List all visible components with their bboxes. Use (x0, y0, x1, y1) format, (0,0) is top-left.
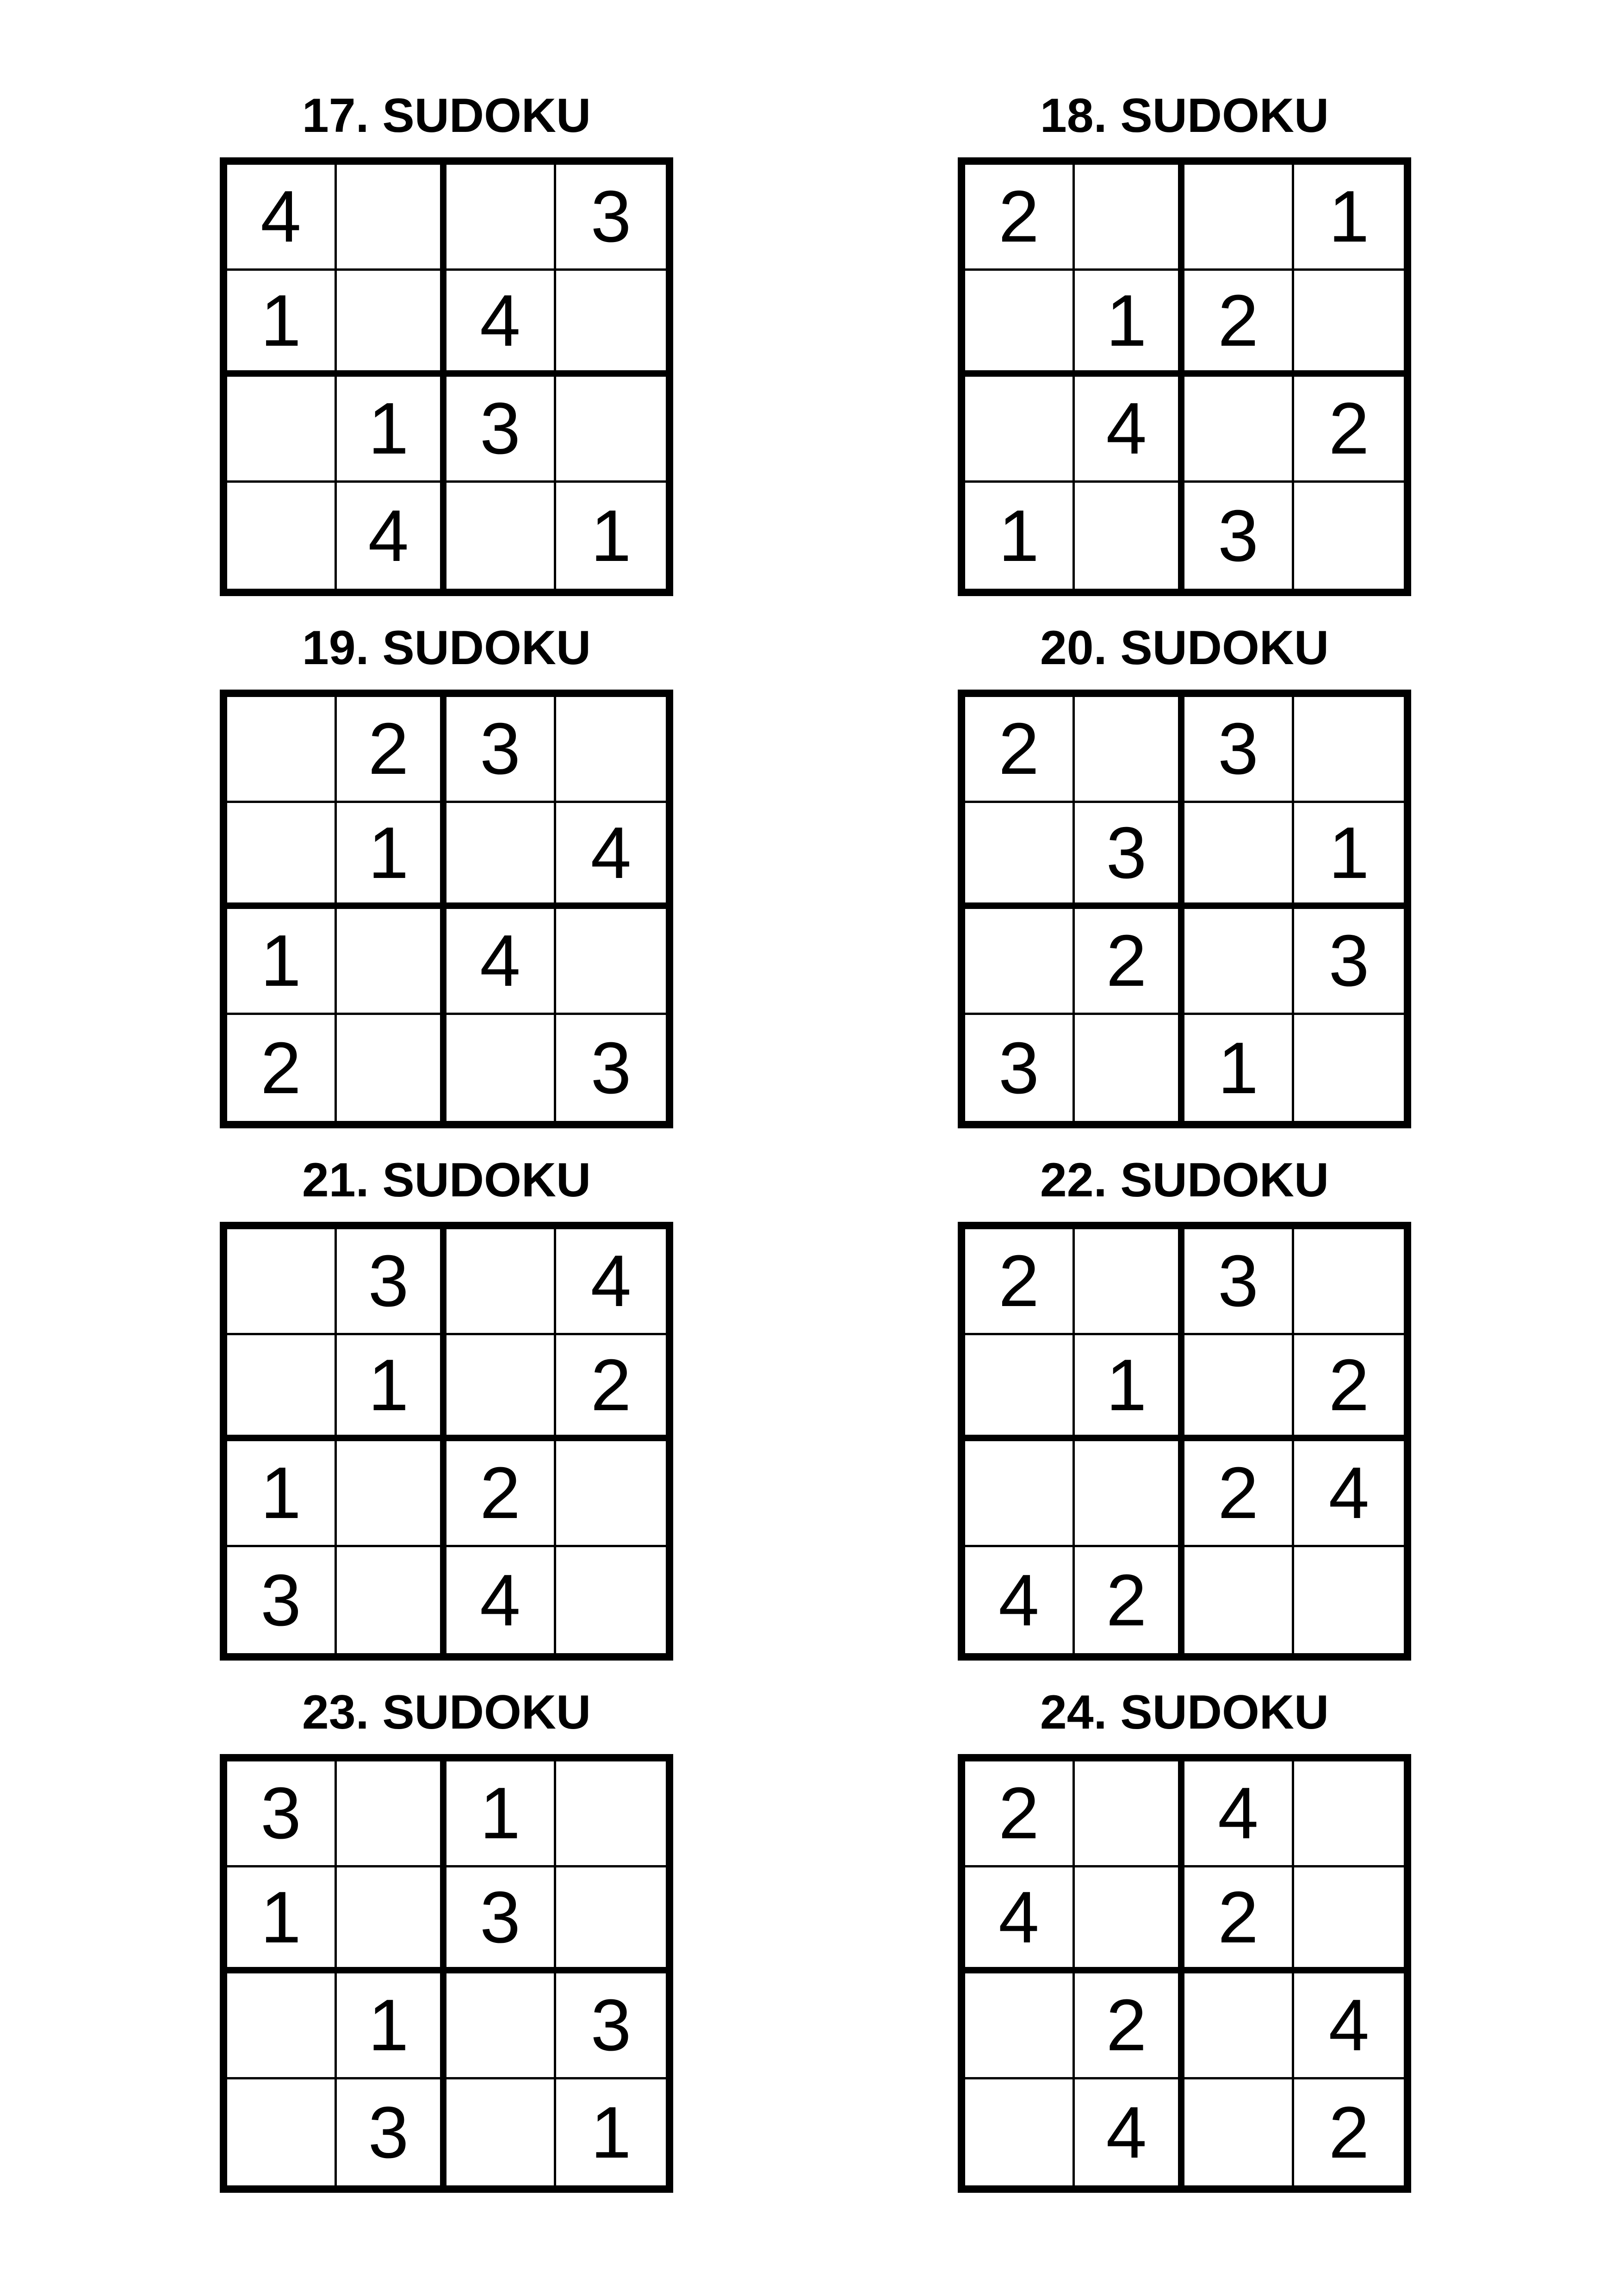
sudoku-cell (1294, 1015, 1404, 1121)
sudoku-grid (958, 1754, 1411, 2193)
sudoku-cell (965, 271, 1075, 377)
sudoku-cell: 4 (1075, 2079, 1184, 2185)
sudoku-cell: 2 (965, 697, 1075, 803)
sudoku-cell: 2 (1184, 1867, 1294, 1973)
sudoku-cell (556, 377, 666, 483)
sudoku-cell: 2 (1184, 1441, 1294, 1547)
sudoku-cell: 3 (1184, 483, 1294, 589)
sudoku-cell (446, 803, 556, 909)
sudoku-cell (446, 483, 556, 589)
sudoku-cell (227, 803, 337, 909)
sudoku-cell (1075, 1015, 1184, 1121)
sudoku-cell: 3 (446, 697, 556, 803)
puzzle-title: 19. SUDOKU (302, 621, 591, 675)
sudoku-cell: 1 (1075, 271, 1184, 377)
sudoku-cell (1184, 165, 1294, 271)
sudoku-cell (1294, 697, 1404, 803)
sudoku-cell: 2 (965, 1761, 1075, 1867)
sudoku-cell: 2 (446, 1441, 556, 1547)
sudoku-cell (337, 1441, 446, 1547)
sudoku-cell: 3 (446, 1867, 556, 1973)
sudoku-cell (556, 1441, 666, 1547)
sudoku-cell: 3 (1184, 697, 1294, 803)
sudoku-cell (556, 1761, 666, 1867)
sudoku-cell: 2 (1294, 377, 1404, 483)
sudoku-cell: 4 (556, 803, 666, 909)
sudoku-cell: 3 (556, 1973, 666, 2079)
sudoku-cell: 1 (1184, 1015, 1294, 1121)
sudoku-cell: 2 (337, 697, 446, 803)
sudoku-cell (1184, 803, 1294, 909)
sudoku-cell: 2 (965, 1229, 1075, 1335)
sudoku-cell: 2 (1184, 271, 1294, 377)
sudoku-cell: 2 (1328, 2091, 1370, 2173)
puzzle-title: 18. SUDOKU (1040, 89, 1329, 143)
sudoku-cell: 3 (556, 165, 666, 271)
puzzle-title: 22. SUDOKU (1040, 1153, 1329, 1207)
sudoku-cell (965, 1335, 1075, 1441)
sudoku-cell (1075, 483, 1184, 589)
sudoku-cell: 1 (227, 271, 337, 377)
sudoku-cell (446, 165, 556, 271)
sudoku-cell: 1 (337, 377, 446, 483)
sudoku-cell: 3 (227, 1761, 337, 1867)
sudoku-grid (220, 1754, 673, 2193)
sudoku-cell: 2 (965, 165, 1075, 271)
sudoku-cell (227, 1335, 337, 1441)
sudoku-cell (556, 271, 666, 377)
sudoku-cell: 1 (1075, 1335, 1184, 1441)
sudoku-cell (337, 271, 446, 377)
sudoku-cell (227, 1229, 337, 1335)
sudoku-cell (965, 1441, 1075, 1547)
sudoku-cell (1184, 1973, 1294, 2079)
sudoku-cell (1294, 1867, 1404, 1973)
sudoku-cell (1294, 271, 1404, 377)
sudoku-cell: 3 (1294, 909, 1404, 1015)
puzzle-title: 23. SUDOKU (302, 1686, 591, 1739)
sudoku-cell (1184, 377, 1294, 483)
sudoku-cell (1184, 909, 1294, 1015)
sudoku-grid (958, 690, 1411, 1128)
sudoku-cell (337, 1761, 446, 1867)
sudoku-cell: 2 (1075, 1547, 1184, 1653)
sudoku-cell (1075, 697, 1184, 803)
sudoku-cell: 1 (337, 1335, 446, 1441)
sudoku-cell: 4 (556, 1229, 666, 1335)
sudoku-cell (337, 1867, 446, 1973)
sudoku-cell: 3 (446, 377, 556, 483)
sudoku-cell: 1 (446, 1761, 556, 1867)
sudoku-cell (446, 1229, 556, 1335)
sudoku-cell: 3 (337, 2079, 446, 2185)
sudoku-cell (965, 1973, 1075, 2079)
sudoku-cell: 2 (1294, 1335, 1404, 1441)
puzzle-title: 20. SUDOKU (1040, 621, 1329, 675)
sudoku-cell (337, 165, 446, 271)
sudoku-cell (1075, 1761, 1184, 1867)
sudoku-grid (958, 1222, 1411, 1661)
sudoku-cell: 1 (1294, 803, 1404, 909)
sudoku-cell (1294, 1761, 1404, 1867)
sudoku-cell: 4 (446, 1547, 556, 1653)
sudoku-cell: 1 (1294, 165, 1404, 271)
sudoku-cell: 4 (965, 1867, 1075, 1973)
sudoku-cell (556, 909, 666, 1015)
sudoku-cell: 4 (965, 1547, 1075, 1653)
sudoku-cell: 1 (590, 495, 632, 577)
sudoku-cell (227, 697, 337, 803)
sudoku-cell: 4 (1075, 377, 1184, 483)
sudoku-cell (1294, 483, 1404, 589)
sudoku-cell (965, 909, 1075, 1015)
puzzle-title: 24. SUDOKU (1040, 1686, 1329, 1739)
sudoku-cell (227, 483, 337, 589)
sudoku-cell (1075, 1229, 1184, 1335)
sudoku-cell: 1 (227, 1867, 337, 1973)
sudoku-cell: 4 (1184, 1761, 1294, 1867)
sudoku-cell: 2 (1075, 1973, 1184, 2079)
sudoku-grid (958, 157, 1411, 596)
sudoku-cell: 1 (227, 1441, 337, 1547)
sudoku-cell (965, 377, 1075, 483)
sudoku-cell: 4 (227, 165, 337, 271)
sudoku-cell: 4 (446, 271, 556, 377)
sudoku-cell: 1 (965, 483, 1075, 589)
sudoku-cell: 3 (337, 1229, 446, 1335)
sudoku-cell: 3 (590, 1027, 632, 1109)
sudoku-cell (446, 1973, 556, 2079)
sudoku-cell (227, 2079, 337, 2185)
sudoku-cell (1075, 165, 1184, 271)
sudoku-cell: 2 (1075, 909, 1184, 1015)
sudoku-cell: 3 (1075, 803, 1184, 909)
sudoku-cell: 1 (227, 909, 337, 1015)
sudoku-cell: 1 (337, 803, 446, 909)
sudoku-cell (227, 377, 337, 483)
sudoku-cell (1075, 1441, 1184, 1547)
sudoku-cell (556, 1547, 666, 1653)
sudoku-cell (446, 2079, 556, 2185)
puzzle-title: 17. SUDOKU (302, 89, 591, 143)
sudoku-cell: 2 (227, 1015, 337, 1121)
sudoku-cell: 3 (965, 1015, 1075, 1121)
sudoku-cell (556, 697, 666, 803)
sudoku-cell: 2 (556, 1335, 666, 1441)
sudoku-grid (220, 690, 673, 1128)
sudoku-cell (227, 1973, 337, 2079)
sudoku-cell: 4 (337, 483, 446, 589)
sudoku-cell: 3 (1184, 1229, 1294, 1335)
sudoku-cell: 4 (1294, 1441, 1404, 1547)
sudoku-cell (1294, 1547, 1404, 1653)
sudoku-cell (337, 909, 446, 1015)
sudoku-cell (446, 1015, 556, 1121)
sudoku-cell: 1 (590, 2091, 632, 2173)
sudoku-cell (1184, 1335, 1294, 1441)
sudoku-cell: 3 (227, 1547, 337, 1653)
sudoku-cell: 4 (1294, 1973, 1404, 2079)
puzzle-title: 21. SUDOKU (302, 1153, 591, 1207)
sudoku-cell (965, 2079, 1075, 2185)
sudoku-cell (446, 1335, 556, 1441)
sudoku-cell: 4 (446, 909, 556, 1015)
sudoku-cell (337, 1015, 446, 1121)
sudoku-cell (1294, 1229, 1404, 1335)
sudoku-cell (1075, 1867, 1184, 1973)
sudoku-cell (965, 803, 1075, 909)
sudoku-cell (1184, 2079, 1294, 2185)
sudoku-cell (337, 1547, 446, 1653)
sudoku-grid (220, 1222, 673, 1661)
sudoku-cell (556, 1867, 666, 1973)
sudoku-grid (220, 157, 673, 596)
sudoku-cell: 1 (337, 1973, 446, 2079)
sudoku-cell (1184, 1547, 1294, 1653)
